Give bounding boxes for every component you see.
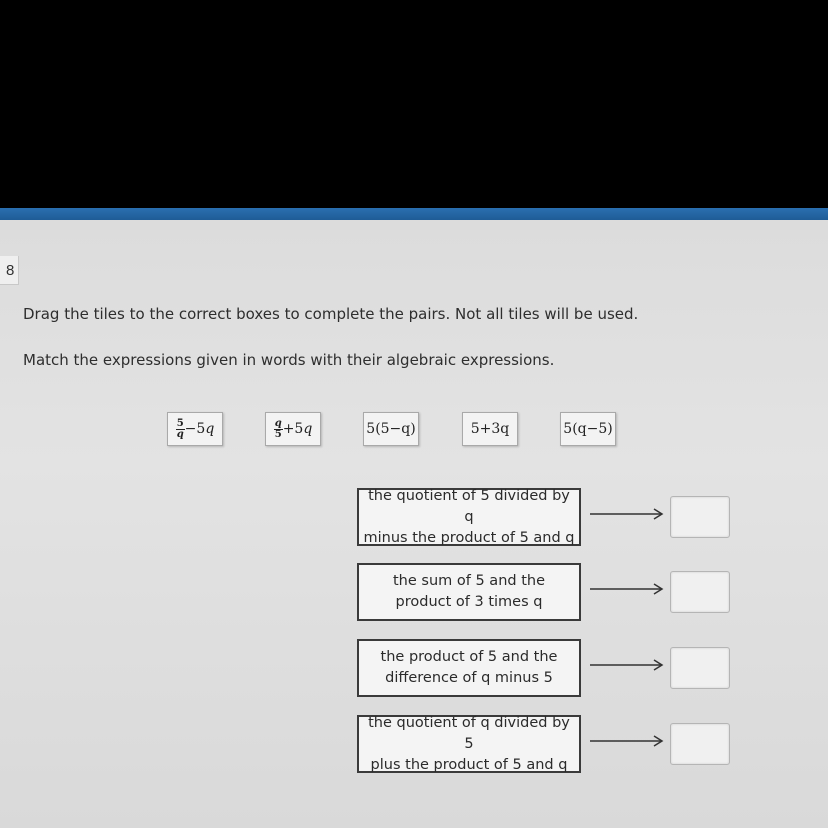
instruction-text: Drag the tiles to the correct boxes to complete the pairs. Not all tiles will be used.: [23, 305, 639, 323]
tile-label: 5(q−5): [563, 421, 613, 437]
tile-q-over-5-plus-5q[interactable]: q 5 +5q: [265, 412, 321, 446]
word-expression-1: [357, 488, 581, 546]
drop-box-1[interactable]: [670, 496, 730, 538]
question-prompt: Match the expressions given in words with their algebraic expressions.: [23, 351, 555, 369]
word-expression-2: [357, 563, 581, 621]
tile-5-plus-3q[interactable]: [462, 412, 518, 446]
word-expression-line: the quotient of q divided by 5: [368, 714, 570, 752]
arrow-icon: [590, 583, 664, 595]
word-expression-line: difference of q minus 5: [385, 670, 553, 686]
word-expression-3: [357, 639, 581, 697]
word-expression-line: the product of 5 and the: [380, 649, 558, 665]
tile-label: 5(5−q): [366, 421, 416, 437]
question-panel: [0, 220, 828, 828]
drop-box-2[interactable]: [670, 571, 730, 613]
word-expression-line: product of 3 times q: [395, 594, 543, 610]
arrow-icon: [590, 508, 664, 520]
word-expression-line: minus the product of 5 and q: [363, 529, 575, 546]
arrow-icon: [590, 735, 664, 747]
drop-box-3[interactable]: [670, 647, 730, 689]
tile-5-times-q-minus-5[interactable]: [560, 412, 616, 446]
arrow-icon: [590, 659, 664, 671]
word-expression-4: [357, 715, 581, 773]
word-expression-line: the sum of 5 and the: [393, 573, 545, 589]
word-expression-line: plus the product of 5 and q: [370, 756, 568, 773]
word-expression-line: the quotient of 5 divided by q: [368, 487, 570, 525]
drop-box-4[interactable]: [670, 723, 730, 765]
app-header-bar: [0, 208, 828, 220]
tile-5-times-5-minus-q[interactable]: [363, 412, 419, 446]
question-number: 8: [6, 262, 15, 279]
tile-label: 5+3q: [470, 421, 510, 437]
tile-5-over-q-minus-5q[interactable]: 5 q −5q: [167, 412, 223, 446]
